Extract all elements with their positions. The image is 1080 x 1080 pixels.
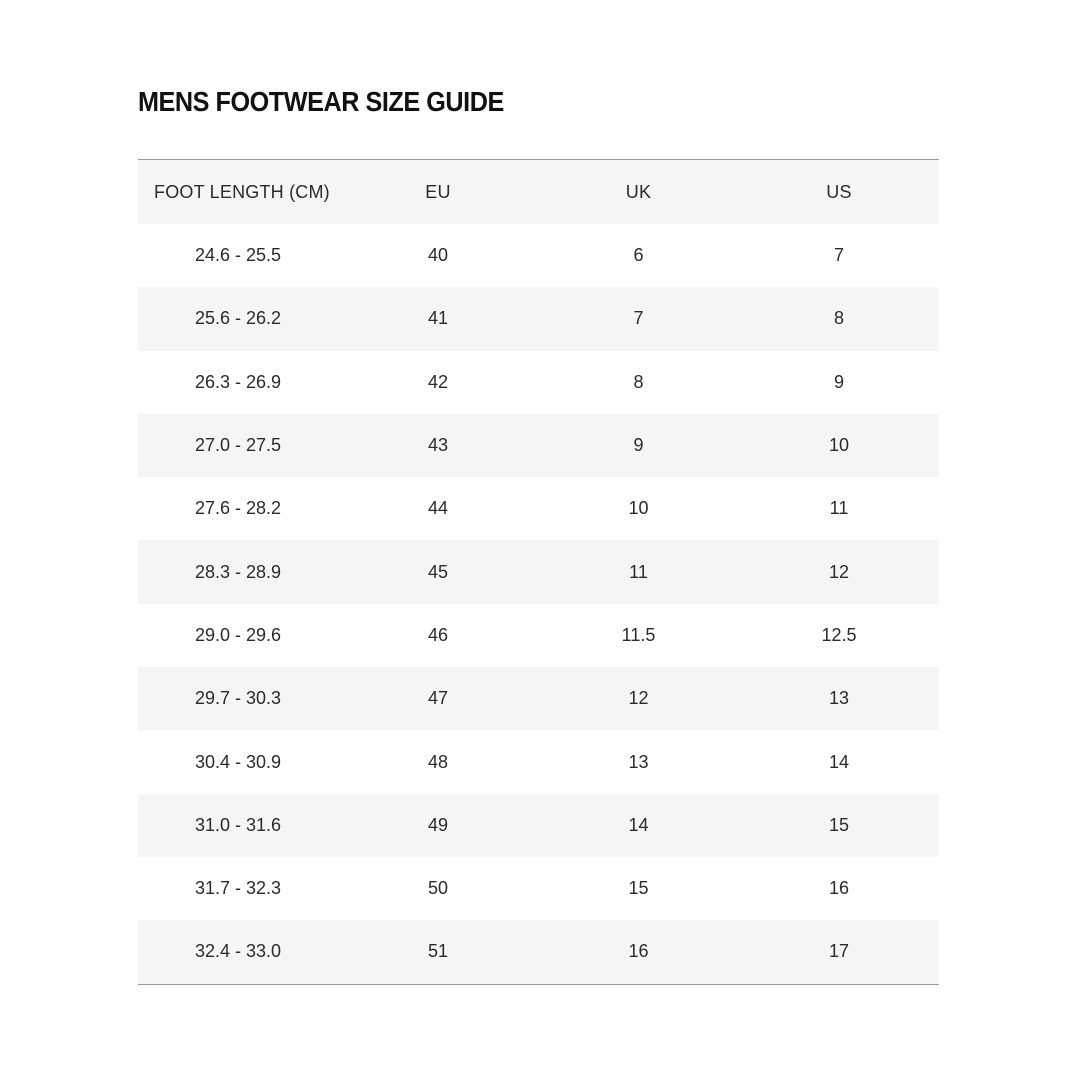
cell-uk: 9 — [538, 414, 739, 477]
cell-us: 12.5 — [821, 624, 857, 645]
table-header — [138, 160, 939, 225]
cell-us: 16 — [828, 878, 850, 899]
table-row — [138, 730, 939, 793]
table-row — [138, 287, 939, 350]
cell-us: 11 — [829, 498, 849, 519]
table-body — [138, 224, 939, 984]
cell-foot-length: 31.7 - 32.3 — [194, 878, 282, 899]
header-eu: EU — [338, 160, 538, 225]
header-foot-length: FOOT LENGTH (CM) — [138, 160, 338, 225]
cell-uk: 8 — [633, 371, 644, 392]
cell-us: 13 — [739, 667, 939, 730]
cell-eu: 43 — [338, 414, 538, 477]
page-title: MENS FOOTWEAR SIZE GUIDE — [138, 86, 504, 117]
cell-foot-length: 31.0 - 31.6 — [138, 794, 338, 857]
table-row — [138, 794, 939, 857]
cell-eu: 41 — [338, 287, 538, 350]
cell-uk: 14 — [538, 794, 739, 857]
cell-eu: 50 — [427, 878, 449, 899]
cell-eu: 42 — [427, 371, 449, 392]
table-row — [138, 667, 939, 730]
header-row — [138, 160, 939, 225]
cell-uk: 10 — [628, 498, 649, 519]
cell-eu: 48 — [427, 751, 449, 772]
table-row — [138, 224, 939, 287]
table-row — [138, 540, 939, 603]
cell-uk: 6 — [633, 245, 644, 266]
cell-eu: 51 — [338, 920, 538, 984]
cell-eu: 45 — [338, 540, 538, 603]
cell-uk: 11.5 — [621, 624, 656, 645]
cell-uk: 16 — [538, 920, 739, 984]
cell-us: 12 — [739, 540, 939, 603]
cell-us: 17 — [739, 920, 939, 984]
cell-eu: 44 — [427, 498, 449, 519]
table-row — [138, 351, 939, 414]
header-us: US — [739, 160, 939, 225]
cell-uk: 15 — [628, 878, 649, 899]
cell-foot-length: 25.6 - 26.2 — [138, 287, 338, 350]
cell-us: 8 — [739, 287, 939, 350]
cell-foot-length: 27.0 - 27.5 — [138, 414, 338, 477]
cell-us: 15 — [739, 794, 939, 857]
cell-foot-length: 27.6 - 28.2 — [194, 498, 282, 519]
cell-foot-length: 32.4 - 33.0 — [138, 920, 338, 984]
table-row — [138, 857, 939, 920]
cell-eu: 46 — [427, 624, 449, 645]
table-row — [138, 920, 939, 984]
cell-foot-length: 28.3 - 28.9 — [138, 540, 338, 603]
cell-eu: 49 — [338, 794, 538, 857]
table-row — [138, 604, 939, 667]
cell-us: 10 — [739, 414, 939, 477]
cell-us: 14 — [828, 751, 850, 772]
cell-us: 9 — [833, 371, 844, 392]
cell-eu: 40 — [427, 245, 449, 266]
cell-uk: 13 — [628, 751, 649, 772]
size-guide-table — [138, 159, 939, 985]
table-row — [138, 414, 939, 477]
header-uk: UK — [538, 160, 739, 225]
cell-foot-length: 29.0 - 29.6 — [194, 624, 282, 645]
cell-uk: 7 — [538, 287, 739, 350]
cell-foot-length: 24.6 - 25.5 — [194, 245, 282, 266]
table-row — [138, 477, 939, 540]
cell-eu: 47 — [338, 667, 538, 730]
cell-foot-length: 30.4 - 30.9 — [194, 751, 282, 772]
cell-foot-length: 26.3 - 26.9 — [194, 371, 282, 392]
cell-uk: 12 — [538, 667, 739, 730]
cell-foot-length: 29.7 - 30.3 — [138, 667, 338, 730]
cell-us: 7 — [833, 245, 844, 266]
cell-uk: 11 — [538, 540, 739, 603]
